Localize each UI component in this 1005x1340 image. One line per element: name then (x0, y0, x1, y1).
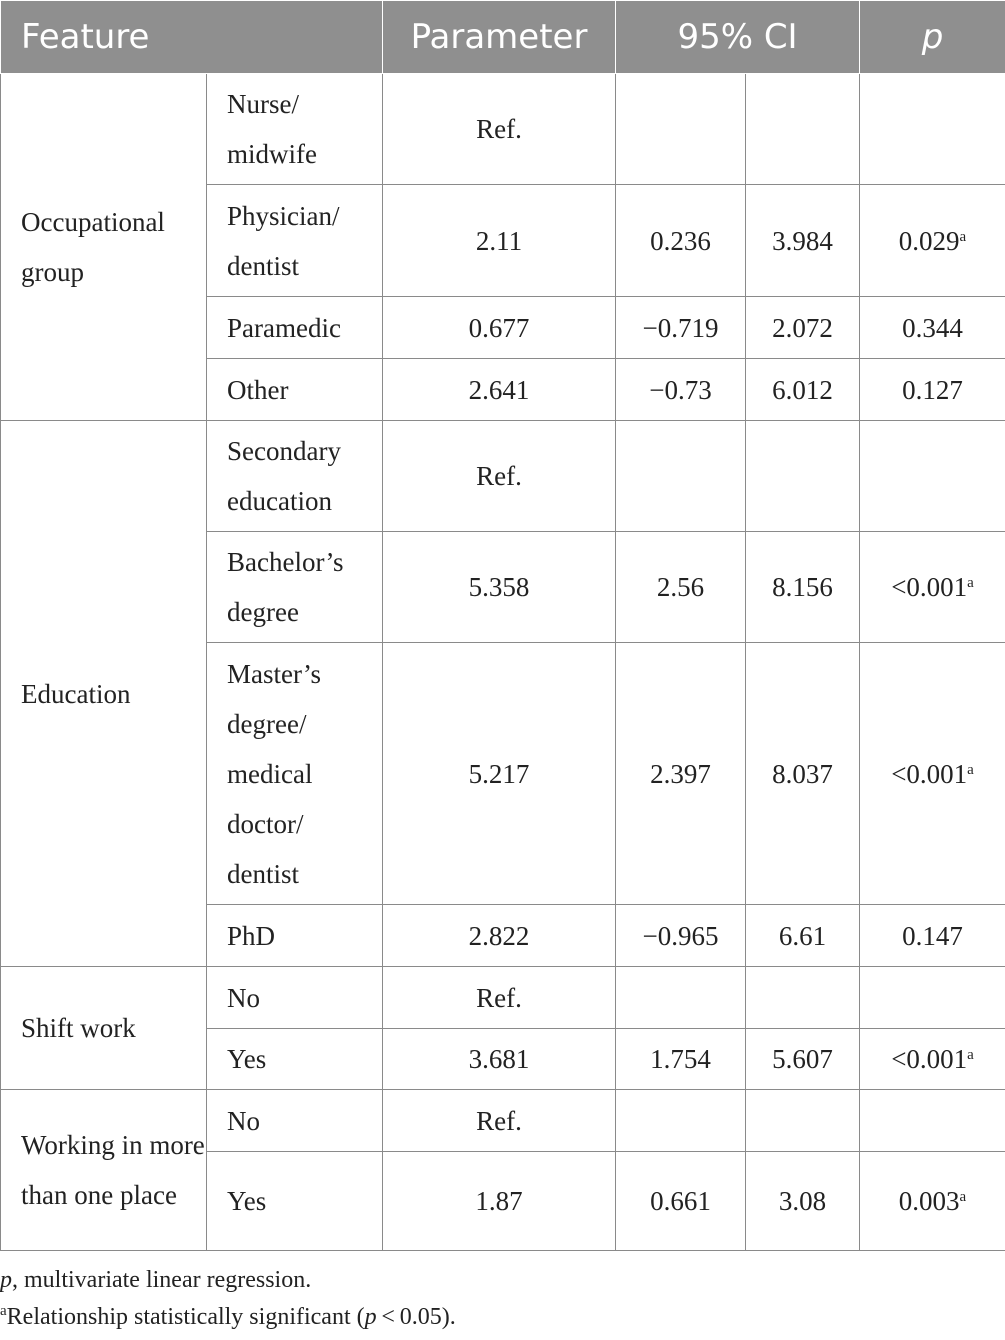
parameter-cell: 5.217 (383, 643, 616, 905)
table-footnotes (0, 1262, 456, 1336)
ci-high-cell (746, 74, 860, 185)
ci-high-cell: 2.072 (746, 297, 860, 359)
parameter-cell: Ref. (383, 74, 616, 185)
parameter-cell: 5.358 (383, 532, 616, 643)
ci-low-cell: 0.236 (616, 185, 746, 297)
category-cell: Secondary education (207, 421, 383, 532)
p-value: <0.001 (891, 572, 968, 602)
p-value: 0.344 (902, 312, 963, 343)
ci-high-cell: 5.607 (746, 1029, 860, 1090)
parameter-cell: 3.681 (383, 1029, 616, 1090)
category-cell: No (207, 1090, 383, 1152)
p-value-cell (860, 297, 1005, 359)
ci-low-cell (616, 421, 746, 532)
parameter-cell: 2.641 (383, 359, 616, 421)
header-ci: 95% CI (616, 1, 860, 74)
p-value: <0.001 (891, 758, 968, 789)
p-value: 0.029 (898, 225, 960, 256)
p-value-cell (860, 532, 1005, 643)
category-cell: Bachelor’s degree (207, 532, 383, 643)
ci-low-cell: 1.754 (616, 1029, 746, 1090)
category-cell: Yes (207, 1152, 383, 1251)
p-value-cell (860, 421, 1005, 532)
category-cell: No (207, 967, 383, 1029)
ci-high-cell (746, 1090, 860, 1152)
ci-high-cell: 8.037 (746, 643, 860, 905)
header-feature: Feature (1, 1, 383, 74)
table-row (1, 421, 1005, 532)
parameter-cell: 2.11 (383, 185, 616, 297)
p-value-cell (860, 643, 1005, 905)
p-value: 0.003 (898, 1186, 960, 1216)
feature-cell: Occupational group (1, 74, 207, 421)
parameter-cell: Ref. (383, 421, 616, 532)
ci-high-cell (746, 967, 860, 1029)
category-cell: PhD (207, 905, 383, 967)
ci-low-cell (616, 967, 746, 1029)
table-row (1, 967, 1005, 1029)
parameter-cell: 0.677 (383, 297, 616, 359)
p-value-cell (860, 1029, 1005, 1090)
ci-high-cell (746, 421, 860, 532)
category-cell: Paramedic (207, 297, 383, 359)
p-value: 0.127 (902, 374, 963, 405)
parameter-cell: 1.87 (383, 1152, 616, 1251)
category-cell: Yes (207, 1029, 383, 1090)
footnote-significance: $^a$Relationship statistically significant (p < 0.05). (0, 1303, 456, 1330)
ci-low-cell: −0.719 (616, 297, 746, 359)
p-value-cell (860, 1152, 1005, 1251)
header-p: p (860, 1, 1005, 74)
category-cell: Master’s degree/ medical doctor/ dentist (207, 643, 383, 905)
category-cell: Nurse/ midwife (207, 74, 383, 185)
header-parameter: Parameter (383, 1, 616, 74)
significance-marker: a (959, 1189, 967, 1205)
ci-high-cell: 3.08 (746, 1152, 860, 1251)
ci-high-cell: 8.156 (746, 532, 860, 643)
category-cell: Physician/ dentist (207, 185, 383, 297)
significance-marker: a (967, 1047, 974, 1063)
ci-high-cell: 6.61 (746, 905, 860, 967)
significance-marker: a (967, 761, 974, 778)
significance-marker: a (967, 575, 974, 591)
p-value-cell (860, 967, 1005, 1029)
footnote-p: p, multivariate linear regression. (0, 1267, 312, 1293)
ci-low-cell (616, 74, 746, 185)
parameter-cell: 2.822 (383, 905, 616, 967)
table-row (1, 1090, 1005, 1152)
p-value-cell (860, 185, 1005, 297)
parameter-cell: Ref. (383, 1090, 616, 1152)
p-value-cell (860, 74, 1005, 185)
feature-cell: Working in more than one place (1, 1090, 207, 1251)
p-value: 0.147 (902, 920, 963, 951)
ci-low-cell: −0.73 (616, 359, 746, 421)
table-body (1, 74, 1005, 1251)
category-cell: Other (207, 359, 383, 421)
ci-high-cell: 6.012 (746, 359, 860, 421)
p-value-cell (860, 905, 1005, 967)
ci-low-cell: 2.56 (616, 532, 746, 643)
feature-cell: Shift work (1, 967, 207, 1090)
header-row (1, 1, 1005, 74)
p-value-cell (860, 359, 1005, 421)
table-row (1, 74, 1005, 185)
p-value: <0.001 (891, 1044, 968, 1074)
feature-cell: Education (1, 421, 207, 967)
ci-low-cell: −0.965 (616, 905, 746, 967)
ci-low-cell: 0.661 (616, 1152, 746, 1251)
ci-high-cell: 3.984 (746, 185, 860, 297)
parameter-cell: Ref. (383, 967, 616, 1029)
p-value-cell (860, 1090, 1005, 1152)
ci-low-cell: 2.397 (616, 643, 746, 905)
significance-marker: a (959, 228, 967, 245)
ci-low-cell (616, 1090, 746, 1152)
